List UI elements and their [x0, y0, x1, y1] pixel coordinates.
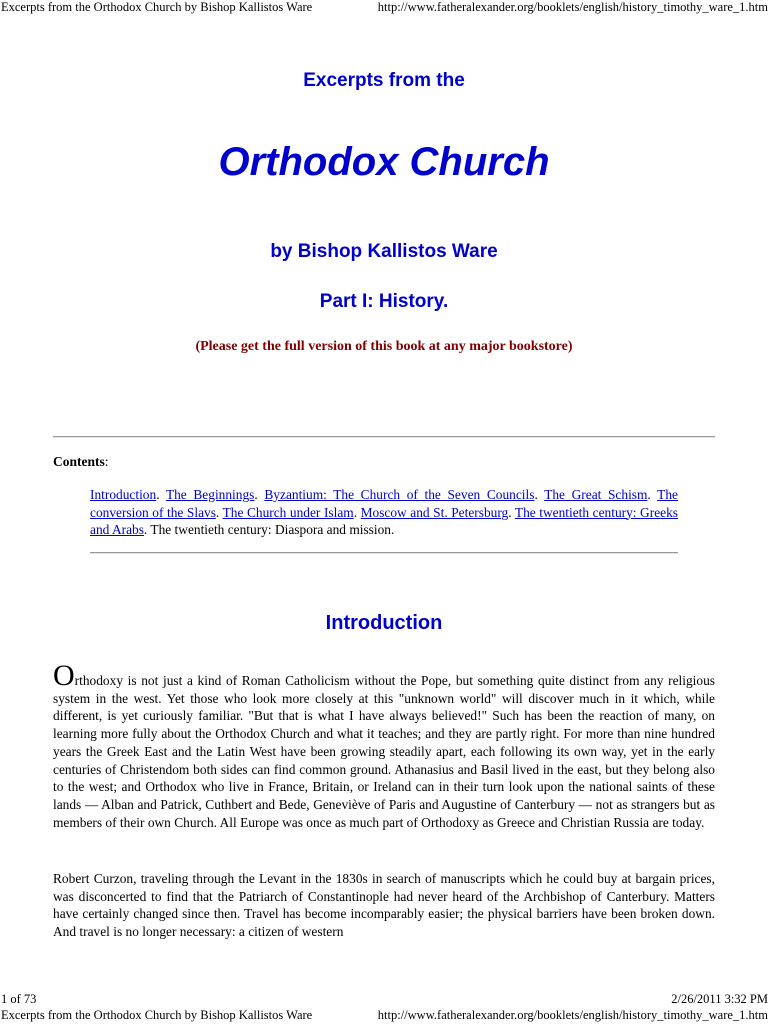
print-footer-title: [0, 1008, 768, 1024]
header-title: Excerpts from the Orthodox Church by Bishop Kallistos Ware: [1, 0, 313, 14]
footer-url: http://www.fatheralexander.org/booklets/english/history_timothy_ware_1.htm: [377, 1008, 768, 1022]
contents-label: [53, 454, 109, 470]
intro-paragraph-2: Robert Curzon, traveling through the Levant in the 1830s in search of manuscripts which he could buy at bargain prices, was disconcerted to find that the Patriarch of Constantinople had never heard of the Archbishop of Canterbury. Matters have certainly changed since then. Travel has become incomparably easier; the physical barriers have been broken down. And travel is no longer necessary: a citizen of western: [53, 871, 715, 940]
intro-paragraph-1-text: rthodoxy is not just a kind of Roman Catholicism without the Pope, but something quite distinct from any religious system in the west. Yet those who look more closely at this "unknown world" will discover much in it which, while different, is yet curiously familiar. "But that is what I have always believed!" Such has been the reaction of many, on learning more fully about the Orthodox Church and what it teaches; and they are partly right. For more than nine hundred years the Greek East and the Latin West have been growing steadily apart, each following its own way, yet in the early centuries of Christendom both sides can find common ground. Athanasius and Basil lived in the east, but they belong also to the west; and Orthodox who live in France, Britain, or Ireland can in their turn look upon the national saints of these lands — Alban and Patrick, Cuthbert and Bede, Geneviève of Paris and Augustine of Canterbury — not as strangers but as members of their own Church. All Europe was once as much part of Orthodoxy as Greece and Christian Russia are today.: [53, 673, 715, 830]
print-header: [0, 0, 768, 16]
title-author: by Bishop Kallistos Ware: [270, 241, 498, 262]
toc-link-great-schism[interactable]: The Great Schism: [544, 487, 648, 502]
toc-tail: The twentieth century: Diaspora and mission.: [147, 522, 395, 537]
drop-cap: O: [53, 659, 75, 692]
print-footer-page: [0, 992, 768, 1008]
title-orthodox-church: Orthodox Church: [218, 140, 550, 184]
title-excerpts: Excerpts from the: [303, 70, 465, 91]
header-url: http://www.fatheralexander.org/booklets/english/history_timothy_ware_1.htm: [377, 0, 768, 14]
divider-contents: [90, 552, 678, 554]
divider-top: [53, 436, 715, 438]
intro-paragraph-1: [53, 659, 715, 831]
toc-link-introduction[interactable]: Introduction: [90, 487, 157, 502]
title-part: Part I: History.: [319, 291, 449, 312]
toc-link-greeks-arabs[interactable]: The twentieth century: Greeks and Arabs: [90, 504, 678, 537]
footer-datetime: 2/26/2011 3:32 PM: [671, 992, 768, 1006]
contents-colon: :: [104, 454, 109, 469]
bookstore-note: (Please get the full version of this book at any major bookstore): [195, 339, 573, 354]
footer-page-number: 1 of 73: [1, 992, 37, 1006]
toc-link-moscow[interactable]: Moscow and St. Petersburg: [360, 504, 509, 520]
contents-label-text: Contents: [53, 454, 105, 469]
toc-link-church-under-islam[interactable]: The Church under Islam: [222, 504, 354, 520]
toc-link-beginnings[interactable]: The Beginnings: [165, 487, 255, 502]
introduction-heading: Introduction: [325, 612, 443, 634]
toc-link-byzantium[interactable]: Byzantium: The Church of the Seven Councils: [264, 487, 535, 502]
footer-title: Excerpts from the Orthodox Church by Bishop Kallistos Ware: [1, 1008, 313, 1022]
table-of-contents: Introduction. The Beginnings. Byzantium: The Church of the Seven Councils. The Great Schism. The conversion of the Slavs. The Church under Islam. Moscow and St. Petersburg. The twentieth century: Greeks and Arabs. The twentieth century: Diaspora and mission.: [90, 487, 678, 537]
toc-link-conversion-slavs[interactable]: The conversion of the Slavs: [90, 487, 678, 520]
